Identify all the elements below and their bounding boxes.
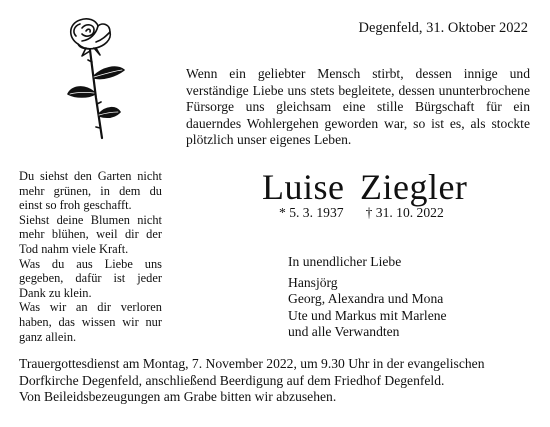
poem-stanza: Du siehst den Garten nicht mehr grünen, in dem du einst so froh geschafft. (19, 169, 162, 213)
poem-stanza: Siehst deine Blumen nicht mehr blühen, weil dir der Tod nahm viele Kraft. (19, 212, 162, 256)
service-line: Trauergottesdienst am Montag, 7. November 2022, um 9.30 Uhr in der evangelischen (19, 356, 485, 371)
mourner-name: Ute und Markus mit Marlene (288, 307, 447, 323)
memorial-quote: Wenn ein geliebter Mensch stirbt, dessen innige und verständige Liebe uns stets begleitete, dessen ununterbrochene Fürsorge uns gleichsam eine stille Bürgschaft für ein dauerndes Wohlergehen geworden war, so ist es, als stockte plötzlich unser eigenes Leben. (186, 66, 530, 148)
service-line: Dorfkirche Degenfeld, anschließend Beerdigung auf dem Friedhof Degenfeld. (19, 372, 445, 388)
place-date: Degenfeld, 31. Oktober 2022 (358, 20, 528, 36)
mourner-name: und alle Verwandten (288, 323, 400, 339)
death-date: † 31. 10. 2022 (365, 205, 444, 220)
mourners-intro: In unendlicher Liebe (288, 254, 402, 269)
life-dates (279, 205, 444, 221)
mourner-name: Georg, Alexandra und Mona (288, 291, 444, 307)
mourners-block (288, 254, 447, 340)
service-announcement (19, 356, 533, 406)
mourner-name: Hansjörg (288, 275, 338, 291)
poem-stanza: Was wir an dir verloren haben, das wissen wir nur ganz allein. (19, 300, 162, 344)
poem-stanza: Was du aus Liebe uns gegeben, dafür ist jeder Dank zu klein. (19, 256, 162, 300)
service-line: Von Beileidsbezeugungen am Grabe bitten wir abzusehen. (19, 389, 337, 405)
memorial-poem (19, 169, 162, 344)
deceased-name: Luise Ziegler (262, 167, 468, 207)
birth-date: * 5. 3. 1937 (279, 205, 344, 220)
rose-icon (58, 14, 134, 142)
